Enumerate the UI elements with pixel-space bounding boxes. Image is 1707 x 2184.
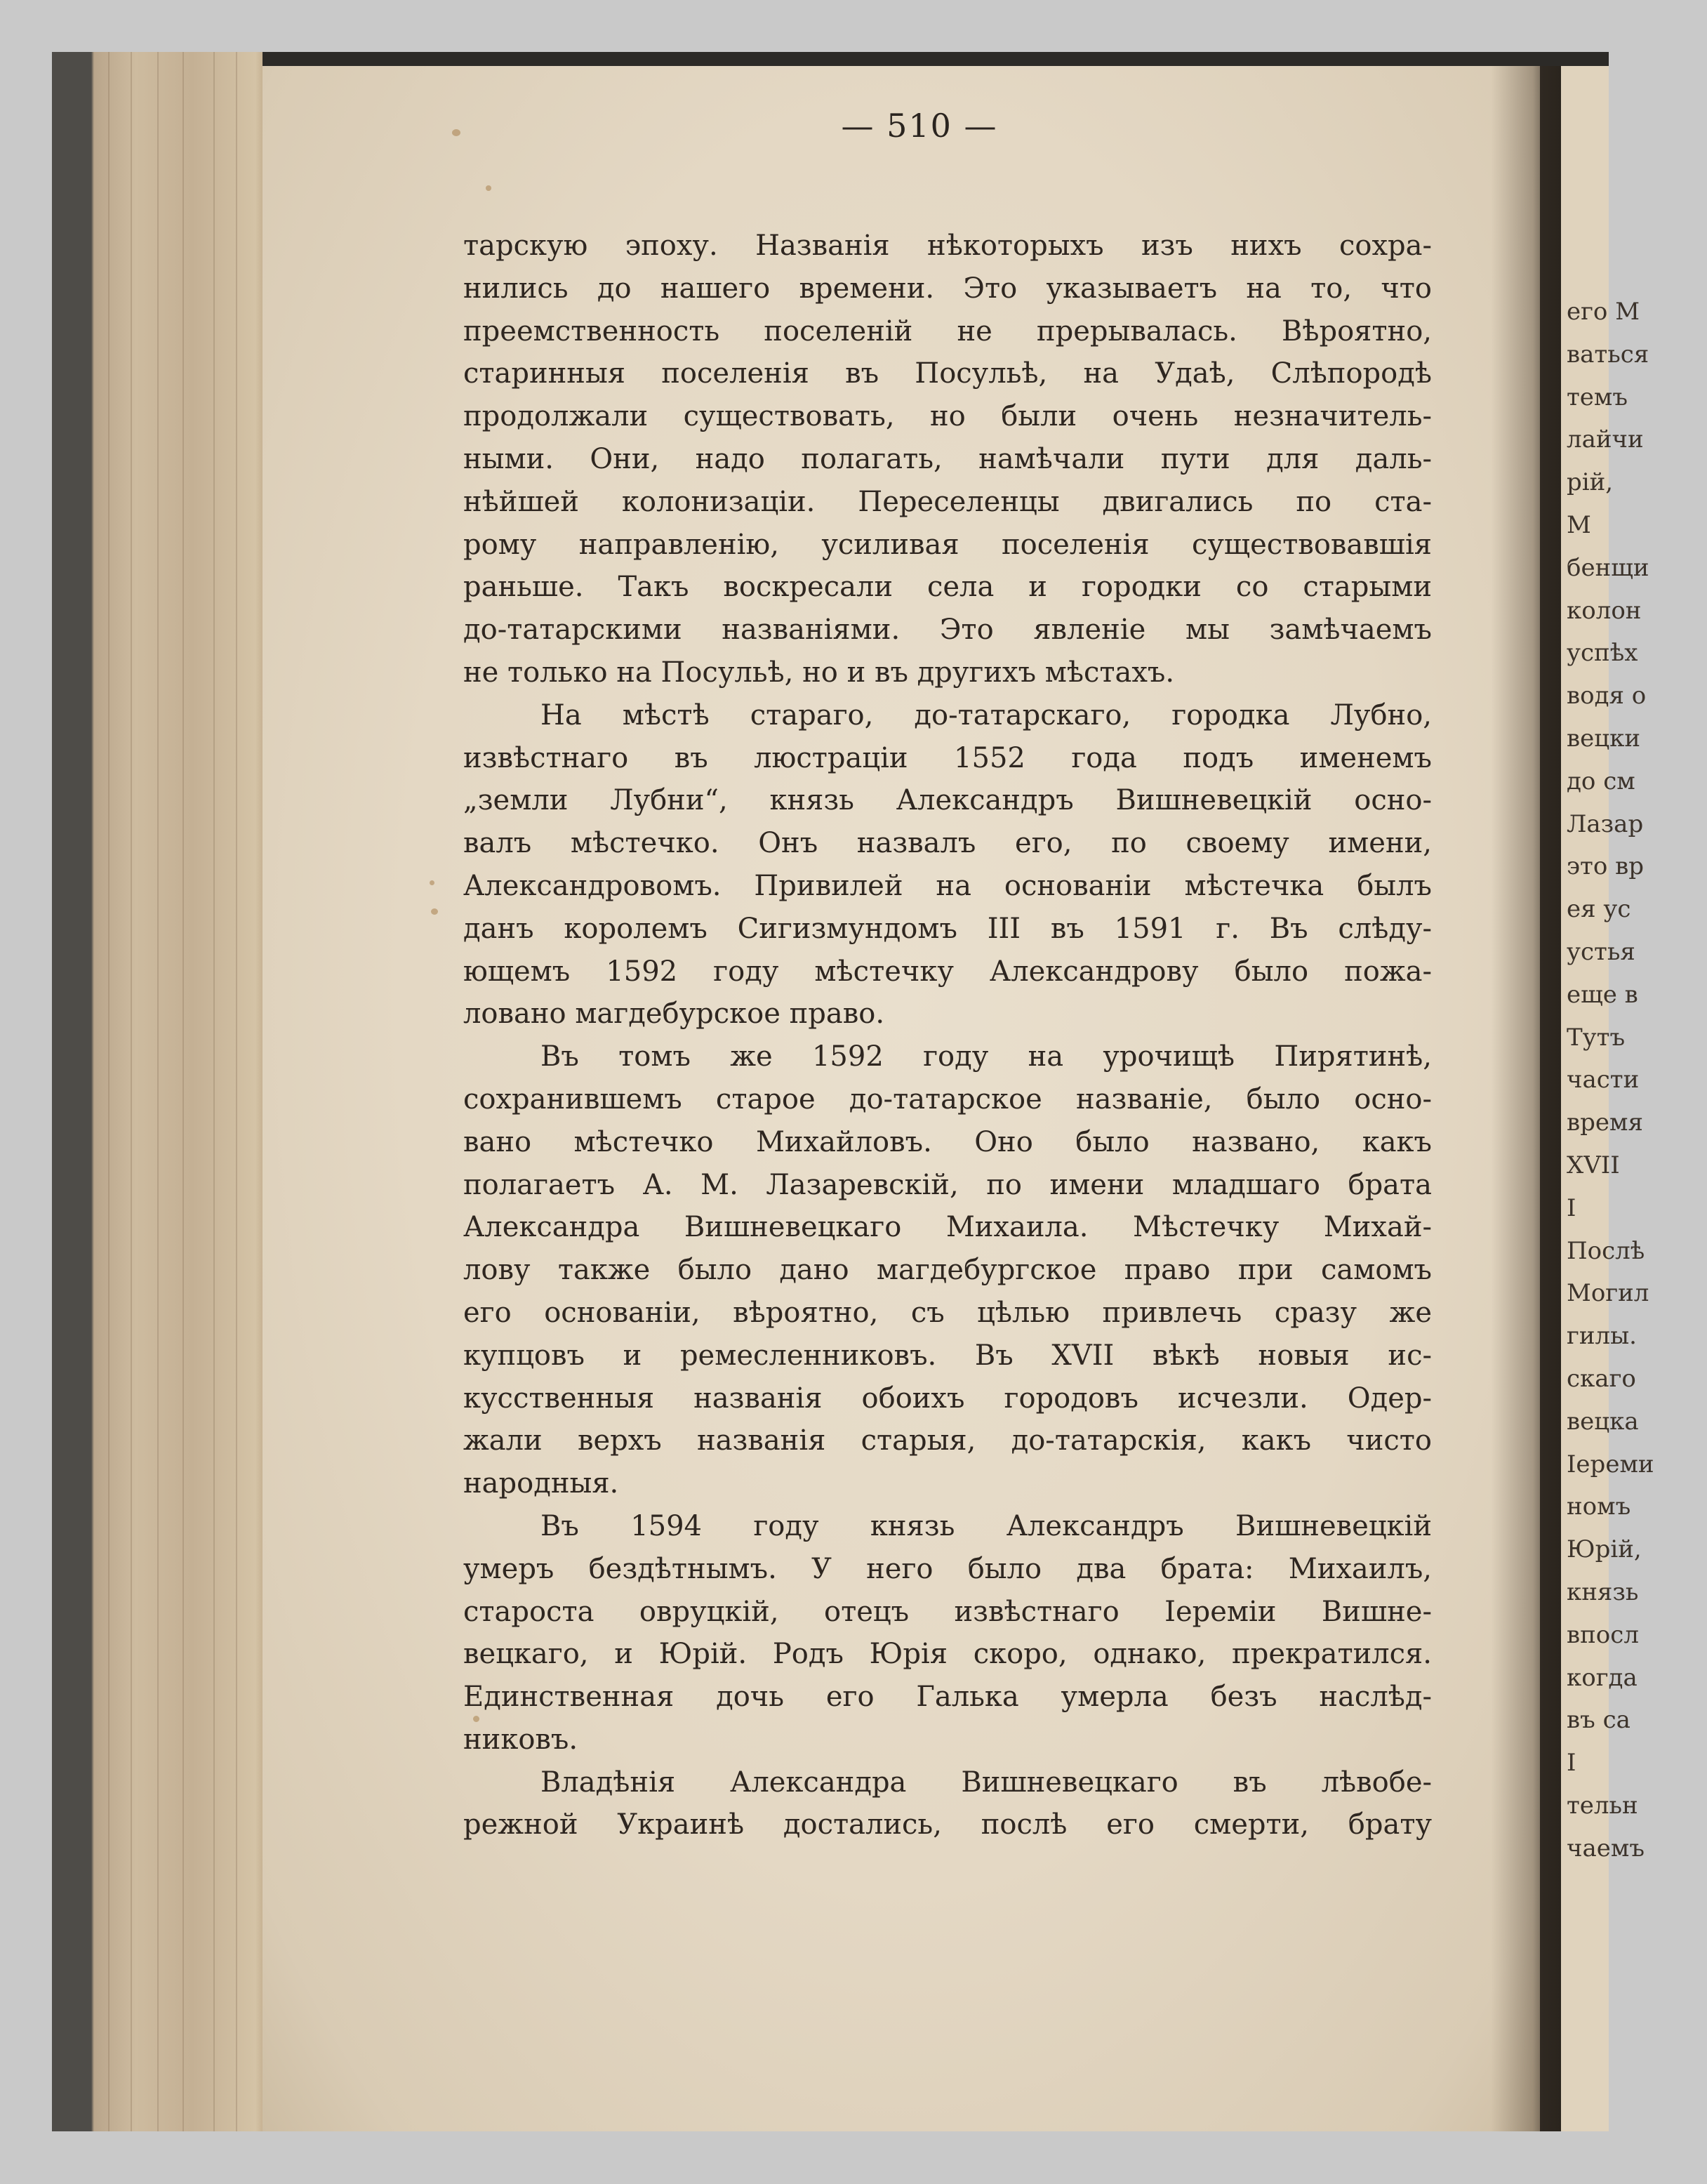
text-line: не только на Посульѣ, но и въ другихъ мѣстахъ. [463, 656, 1175, 689]
text-line: Владѣнія Александра Вишневецкаго въ лѣвобе- [540, 1766, 1432, 1799]
body-text [463, 225, 1432, 1846]
next-page-fragment: гилы. [1567, 1322, 1637, 1351]
text-line: старинныя поселенія въ Посульѣ, на Удаѣ, Слѣпородѣ [463, 357, 1432, 390]
next-page-fragment: Послѣ [1567, 1236, 1645, 1265]
book-gutter-shadow [1491, 66, 1561, 2131]
next-page-fragment: XVII [1567, 1151, 1620, 1179]
next-page-text [1567, 291, 1707, 1869]
text-line: продолжали существовать, но были очень незначитель- [463, 400, 1432, 433]
next-page-fragment: князь [1567, 1577, 1639, 1606]
text-line: купцовъ и ремесленниковъ. Въ XVII вѣкѣ новыя ис- [463, 1339, 1432, 1372]
text-line: Александровомъ. Привилей на основаніи мѣстечка былъ [463, 869, 1432, 902]
next-page-fragment: ваться [1567, 340, 1649, 369]
text-line: кусственныя названія обоихъ городовъ исчезли. Одер- [463, 1382, 1432, 1415]
page-number: — 510 — [841, 107, 998, 145]
next-page-fragment: когда [1567, 1663, 1638, 1692]
text-line: жали верхъ названія старыя, до-татарскія, какъ чисто [463, 1424, 1432, 1457]
next-page-fragment: колон [1567, 596, 1642, 625]
next-page-fragment: тельн [1567, 1791, 1638, 1820]
next-page-fragment: время [1567, 1108, 1643, 1137]
next-page-fragment: бенщи [1567, 553, 1649, 582]
text-line: ловано магдебурское право. [463, 998, 885, 1031]
next-page-fragment: до см [1567, 767, 1635, 795]
text-line: вано мѣстечко Михайловъ. Оно было названо, какъ [463, 1125, 1432, 1158]
text-line: ными. Они, надо полагать, намѣчали пути для даль- [463, 442, 1432, 475]
text-line: извѣстнаго въ люстраціи 1552 года подъ именемъ [463, 741, 1432, 774]
text-line: Въ томъ же 1592 году на урочищѣ Пирятинѣ, [540, 1040, 1432, 1073]
text-line: Въ 1594 году князь Александръ Вишневецкій [540, 1509, 1432, 1542]
next-page-fragment: Іереми [1567, 1450, 1654, 1478]
text-line: преемственность поселеній не прерывалась. Вѣроятно, [463, 315, 1432, 348]
text-line: рому направленію, усиливая поселенія существовавшія [463, 528, 1432, 561]
next-page-fragment: лайчи [1567, 425, 1644, 454]
next-page-fragment: впосл [1567, 1620, 1639, 1649]
next-page-fragment: Лазар [1567, 809, 1644, 838]
text-line: лову также было дано магдебургское право при самомъ [463, 1254, 1432, 1287]
next-page-fragment: рій, [1567, 468, 1614, 497]
next-page-fragment: М [1567, 510, 1591, 539]
paragraph [463, 1761, 1432, 1847]
next-page-fragment: устья [1567, 937, 1635, 966]
paragraph [463, 1035, 1432, 1505]
page-stack-edge [52, 52, 263, 2131]
next-page-fragment: чаемъ [1567, 1834, 1645, 1862]
text-line: нѣйшей колонизаціи. Переселенцы двигались по ста- [463, 485, 1432, 518]
text-line: валъ мѣстечко. Онъ назвалъ его, по своему имени, [463, 827, 1432, 860]
text-line: народныя. [463, 1467, 619, 1500]
next-page-fragment: Могил [1567, 1279, 1649, 1308]
text-line: Александра Вишневецкаго Михаила. Мѣстечку Михай- [463, 1211, 1432, 1244]
next-page-fragment: вецка [1567, 1407, 1639, 1436]
paragraph [463, 694, 1432, 1035]
text-line: его основаніи, вѣроятно, съ цѣлью привлечь сразу же [463, 1296, 1432, 1329]
next-page-fragment: это вр [1567, 852, 1645, 881]
text-line: умеръ бездѣтнымъ. У него было два брата: Михаилъ, [463, 1552, 1432, 1585]
next-page-fragment: части [1567, 1066, 1640, 1094]
text-line: староста овруцкій, отецъ извѣстнаго Іереміи Вишне- [463, 1595, 1432, 1628]
next-page-fragment: темъ [1567, 383, 1628, 411]
next-page-fragment: І [1567, 1749, 1576, 1778]
text-line: Единственная дочь его Галька умерла безъ наслѣд- [463, 1681, 1432, 1714]
next-page-fragment: успѣх [1567, 639, 1638, 668]
next-page-fragment: водя о [1567, 682, 1647, 710]
text-line: полагаетъ А. М. Лазаревскій, по имени младшаго брата [463, 1168, 1432, 1201]
text-line: режной Украинѣ достались, послѣ его смерти, брату [463, 1808, 1432, 1841]
text-line: раньше. Такъ воскресали села и городки со старыми [463, 571, 1432, 604]
paragraph [463, 225, 1432, 694]
next-page-fragment: Тутъ [1567, 1023, 1626, 1052]
next-page-edge [1561, 66, 1654, 2131]
next-page-fragment: въ са [1567, 1706, 1630, 1735]
text-line: сохранившемъ старое до-татарское названіе, было осно- [463, 1083, 1432, 1116]
paragraph [463, 1505, 1432, 1761]
next-page-fragment: его М [1567, 298, 1640, 326]
text-line: тарскую эпоху. Названія нѣкоторыхъ изъ нихъ сохра- [463, 230, 1432, 262]
text-line: ющемъ 1592 году мѣстечку Александрову было пожа- [463, 955, 1432, 988]
next-page-fragment: скаго [1567, 1364, 1636, 1393]
next-page-fragment: ея ус [1567, 895, 1631, 924]
next-page-fragment: Юрій, [1567, 1535, 1642, 1564]
text-line: никовъ. [463, 1723, 578, 1756]
text-line: „земли Лубни“, князь Александръ Вишневецкій осно- [463, 784, 1432, 817]
next-page-fragment: вецки [1567, 724, 1641, 753]
next-page-fragment: І [1567, 1193, 1576, 1222]
text-line: вецкаго, и Юрій. Родъ Юрія скоро, однако, прекратился. [463, 1638, 1432, 1671]
next-page-fragment: еще в [1567, 980, 1638, 1009]
text-line: нились до нашего времени. Это указываетъ на то, что [463, 272, 1432, 305]
text-line: до-татарскими названіями. Это явленіе мы замѣчаемъ [463, 614, 1432, 647]
text-line: данъ королемъ Сигизмундомъ III въ 1591 г. Въ слѣду- [463, 912, 1432, 945]
text-line: На мѣстѣ стараго, до-татарскаго, городка Лубно, [540, 699, 1432, 732]
next-page-fragment: номъ [1567, 1493, 1631, 1521]
